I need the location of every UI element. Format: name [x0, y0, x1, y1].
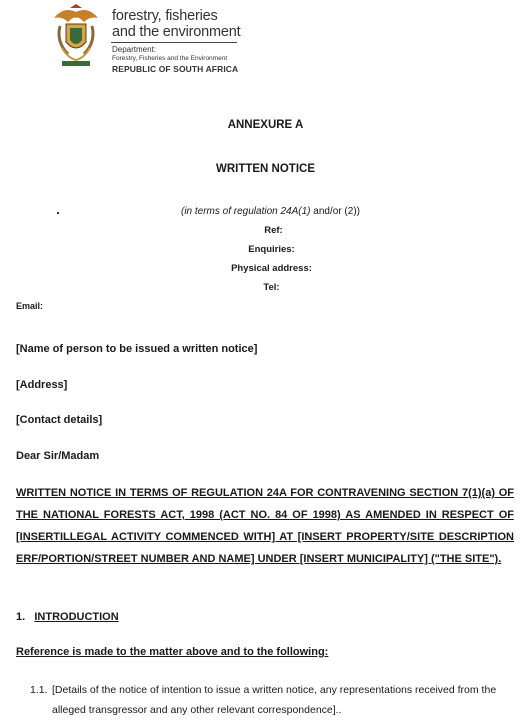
department-label: Department:: [112, 45, 157, 54]
salutation: Dear Sir/Madam: [16, 450, 100, 462]
notice-heading: WRITTEN NOTICE IN TERMS OF REGULATION 24A FOR CONTRAVENING SECTION 7(1)(a) OF THE NATIONAL FORESTS ACT, 1998 (ACT NO. 84 OF 1998) AS AMENDED IN RESPECT OF [INSERTILLEGAL ACTIVITY COMMENCED WITH] AT [INSERT PROPERTY/SITE DESCRIPTION ERF/PORTION/STREET NUMBER AND NAME] UNDER [INSERT MUNICIPALITY] ("THE SITE").: [16, 487, 514, 565]
recipient-name-placeholder: [Name of person to be issued a written notice]: [16, 343, 258, 355]
department-full-name: Forestry, Fisheries and the Environment: [112, 55, 228, 62]
section-introduction: [16, 611, 119, 623]
recipient-address-placeholder: [Address]: [16, 379, 68, 391]
recipient-contact-placeholder: [Contact details]: [16, 414, 103, 426]
department-name-line1: forestry, fisheries: [112, 8, 218, 24]
tel-label: Tel:: [263, 282, 280, 293]
regulation-subsection: (1): [298, 206, 311, 217]
regulation-rest: and/or (2)): [310, 206, 360, 217]
annexure-title: ANNEXURE A: [227, 119, 304, 131]
section-number: 1.: [16, 611, 26, 623]
physical-address-label: Physical address:: [231, 263, 312, 274]
regulation-reference: [5, 206, 531, 217]
list-item: [30, 680, 516, 720]
email-label: Email:: [16, 301, 44, 311]
section-title: INTRODUCTION: [34, 611, 119, 623]
notice-title: WRITTEN NOTICE: [215, 163, 316, 175]
item-text-line2: alleged transgressor and any other relevant correspondence]..: [52, 704, 342, 716]
coat-of-arms-logo: [48, 4, 104, 70]
item-number: 1.1.: [30, 684, 48, 696]
header-divider: [111, 42, 237, 43]
reference-line: Reference is made to the matter above and to the following:: [16, 646, 329, 658]
regulation-text: (in terms of regulation 24A: [181, 206, 299, 217]
item-text-line1: [Details of the notice of intention to issue a written notice, any representations received from the: [52, 684, 497, 696]
department-name-line2: and the environment: [112, 24, 241, 40]
country-name: REPUBLIC OF SOUTH AFRICA: [112, 64, 239, 74]
enquiries-label: Enquiries:: [248, 244, 295, 255]
ref-label: Ref:: [264, 225, 283, 236]
